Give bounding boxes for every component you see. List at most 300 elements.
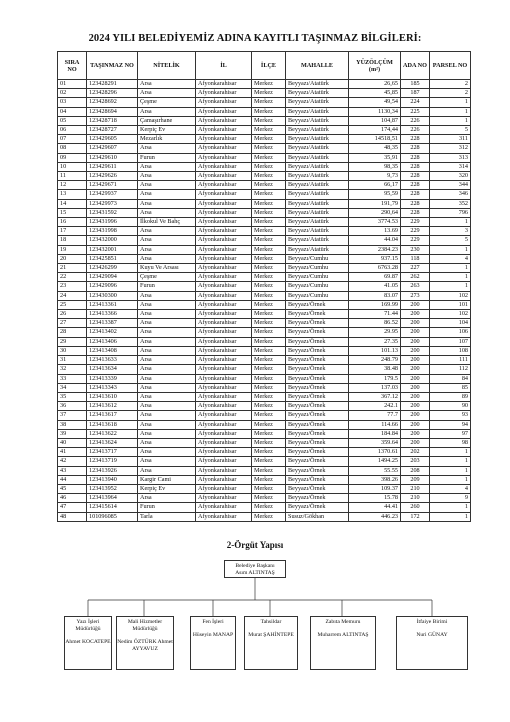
cell-ada-no: 210 — [401, 484, 430, 493]
cell-sira-no: 03 — [58, 98, 87, 107]
org-unit-tahsildar — [244, 616, 298, 670]
cell-ilce: Merkez — [252, 466, 286, 475]
cell-ilce: Merkez — [252, 310, 286, 319]
cell-ilce: Merkez — [252, 411, 286, 420]
cell-ada-no: 230 — [401, 245, 430, 254]
cell-ilce: Merkez — [252, 98, 286, 107]
cell-sira-no: 12 — [58, 181, 87, 190]
cell-sira-no: 13 — [58, 190, 87, 199]
cell-mahalle: Beyyazı/Örnek — [286, 503, 349, 512]
cell-nitelik: Arsa — [138, 227, 196, 236]
cell-parsel-no: 346 — [430, 190, 471, 199]
cell-parsel-no: 1 — [430, 503, 471, 512]
cell-parsel-no: 311 — [430, 135, 471, 144]
org-unit-name: Ahmet KOCATEPE — [65, 639, 111, 645]
cell-ilce: Merkez — [252, 116, 286, 125]
cell-sira-no: 32 — [58, 365, 87, 374]
cell-yuzolcum: 137.03 — [349, 383, 401, 392]
cell-parsel-no: 104 — [430, 319, 471, 328]
page-title: 2024 YILI BELEDİYEMİZ ADINA KAYITLI TAŞINMAZ BİLGİLERİ: — [88, 33, 422, 44]
cell-tasinmaz-no: 123413361 — [87, 300, 138, 309]
cell-parsel-no: 97 — [430, 429, 471, 438]
cell-yuzolcum: 86.52 — [349, 319, 401, 328]
cell-nitelik: Arsa — [138, 374, 196, 383]
cell-mahalle: Beyyazı/Örnek — [286, 420, 349, 429]
cell-ada-no: 228 — [401, 208, 430, 217]
cell-yuzolcum: 169.99 — [349, 300, 401, 309]
cell-nitelik: Kargir Cami — [138, 475, 196, 484]
cell-nitelik: Arsa — [138, 208, 196, 217]
cell-ada-no: 200 — [401, 374, 430, 383]
cell-il: Afyonkarahisar — [196, 420, 252, 429]
cell-sira-no: 34 — [58, 383, 87, 392]
cell-sira-no: 39 — [58, 429, 87, 438]
cell-parsel-no: 102 — [430, 310, 471, 319]
cell-ada-no: 203 — [401, 457, 430, 466]
cell-sira-no: 15 — [58, 208, 87, 217]
cell-sira-no: 41 — [58, 448, 87, 457]
col-header-parsel: PARSEL NO — [430, 52, 471, 80]
cell-il: Afyonkarahisar — [196, 107, 252, 116]
cell-tasinmaz-no: 123428694 — [87, 107, 138, 116]
cell-ilce: Merkez — [252, 254, 286, 263]
cell-tasinmaz-no: 123429605 — [87, 135, 138, 144]
cell-tasinmaz-no: 123428692 — [87, 98, 138, 107]
cell-ilce: Merkez — [252, 89, 286, 98]
cell-sira-no: 02 — [58, 89, 87, 98]
cell-ilce: Merkez — [252, 245, 286, 254]
cell-parsel-no: 1 — [430, 282, 471, 291]
cell-nitelik: Arsa — [138, 365, 196, 374]
cell-yuzolcum: 937.15 — [349, 254, 401, 263]
cell-nitelik: Kuyu Ve Arsası — [138, 264, 196, 273]
cell-yuzolcum: 27.35 — [349, 337, 401, 346]
cell-yuzolcum: 242.1 — [349, 402, 401, 411]
cell-sira-no: 10 — [58, 162, 87, 171]
cell-mahalle: Beyyazı/Atatürk — [286, 89, 349, 98]
cell-tasinmaz-no: 123413624 — [87, 438, 138, 447]
cell-ada-no: 200 — [401, 310, 430, 319]
org-root-box — [224, 560, 286, 578]
cell-yuzolcum: 48,35 — [349, 144, 401, 153]
cell-il: Afyonkarahisar — [196, 392, 252, 401]
cell-ada-no: 224 — [401, 98, 430, 107]
cell-mahalle: Beyyazı/Atatürk — [286, 153, 349, 162]
cell-ilce: Merkez — [252, 126, 286, 135]
cell-sira-no: 20 — [58, 254, 87, 263]
cell-nitelik: Arsa — [138, 236, 196, 245]
cell-ada-no: 226 — [401, 126, 430, 135]
cell-yuzolcum: 15.78 — [349, 494, 401, 503]
cell-sira-no: 36 — [58, 402, 87, 411]
cell-mahalle: Beyyazı/Örnek — [286, 392, 349, 401]
cell-ada-no: 200 — [401, 300, 430, 309]
cell-ilce: Merkez — [252, 392, 286, 401]
cell-parsel-no: 9 — [430, 494, 471, 503]
cell-nitelik: Arsa — [138, 80, 196, 89]
cell-mahalle: Beyyazı/Atatürk — [286, 227, 349, 236]
cell-yuzolcum: 1130,34 — [349, 107, 401, 116]
cell-ilce: Merkez — [252, 346, 286, 355]
cell-parsel-no: 313 — [430, 153, 471, 162]
cell-sira-no: 48 — [58, 512, 87, 521]
cell-ilce: Merkez — [252, 227, 286, 236]
cell-il: Afyonkarahisar — [196, 319, 252, 328]
cell-nitelik: Arsa — [138, 448, 196, 457]
cell-il: Afyonkarahisar — [196, 411, 252, 420]
cell-ada-no: 200 — [401, 328, 430, 337]
cell-nitelik: Arsa — [138, 429, 196, 438]
cell-yuzolcum: 44.41 — [349, 503, 401, 512]
cell-parsel-no: 1 — [430, 457, 471, 466]
cell-il: Afyonkarahisar — [196, 475, 252, 484]
org-unit-name: Murat ŞAHİNTEPE — [248, 632, 294, 638]
cell-sira-no: 23 — [58, 282, 87, 291]
cell-yuzolcum: 179.5 — [349, 374, 401, 383]
cell-il: Afyonkarahisar — [196, 429, 252, 438]
cell-il: Afyonkarahisar — [196, 245, 252, 254]
col-header-nitelik: NİTELİK — [138, 52, 196, 80]
cell-nitelik: Arsa — [138, 356, 196, 365]
cell-tasinmaz-no: 123429096 — [87, 282, 138, 291]
cell-nitelik: Kerpiç Ev — [138, 484, 196, 493]
cell-tasinmaz-no: 123432001 — [87, 245, 138, 254]
cell-ilce: Merkez — [252, 402, 286, 411]
cell-nitelik: Arsa — [138, 402, 196, 411]
cell-il: Afyonkarahisar — [196, 310, 252, 319]
cell-ilce: Merkez — [252, 484, 286, 493]
cell-nitelik: Çeşme — [138, 98, 196, 107]
cell-sira-no: 17 — [58, 227, 87, 236]
cell-ada-no: 228 — [401, 199, 430, 208]
cell-ada-no: 200 — [401, 346, 430, 355]
cell-sira-no: 29 — [58, 337, 87, 346]
cell-tasinmaz-no: 123413633 — [87, 356, 138, 365]
cell-parsel-no: 1 — [430, 98, 471, 107]
cell-nitelik: Arsa — [138, 420, 196, 429]
cell-parsel-no: 1 — [430, 273, 471, 282]
cell-nitelik: Arsa — [138, 190, 196, 199]
cell-sira-no: 42 — [58, 457, 87, 466]
cell-tasinmaz-no: 123432000 — [87, 236, 138, 245]
cell-il: Afyonkarahisar — [196, 466, 252, 475]
cell-mahalle: Beyyazı/Atatürk — [286, 172, 349, 181]
cell-mahalle: Beyyazı/Örnek — [286, 319, 349, 328]
cell-yuzolcum: 44.04 — [349, 236, 401, 245]
cell-tasinmaz-no: 123413717 — [87, 448, 138, 457]
cell-mahalle: Beyyazı/Örnek — [286, 429, 349, 438]
cell-mahalle: Beyyazı/Örnek — [286, 475, 349, 484]
cell-il: Afyonkarahisar — [196, 116, 252, 125]
cell-ilce: Merkez — [252, 319, 286, 328]
cell-sira-no: 38 — [58, 420, 87, 429]
cell-ada-no: 229 — [401, 236, 430, 245]
cell-ilce: Merkez — [252, 420, 286, 429]
cell-parsel-no: 1 — [430, 107, 471, 116]
cell-parsel-no: 108 — [430, 346, 471, 355]
cell-yuzolcum: 1370.61 — [349, 448, 401, 457]
org-unit-title: Tahsildar — [260, 619, 282, 625]
cell-sira-no: 24 — [58, 291, 87, 300]
cell-parsel-no: 314 — [430, 162, 471, 171]
cell-il: Afyonkarahisar — [196, 80, 252, 89]
cell-yuzolcum: 55.55 — [349, 466, 401, 475]
cell-ilce: Merkez — [252, 383, 286, 392]
cell-ada-no: 200 — [401, 402, 430, 411]
cell-mahalle: Beyyazı/Örnek — [286, 300, 349, 309]
cell-ada-no: 229 — [401, 218, 430, 227]
cell-mahalle: Beyyazı/Örnek — [286, 494, 349, 503]
cell-nitelik: Arsa — [138, 438, 196, 447]
cell-yuzolcum: 71.44 — [349, 310, 401, 319]
cell-parsel-no: 1 — [430, 466, 471, 475]
cell-ilce: Merkez — [252, 300, 286, 309]
cell-ada-no: 228 — [401, 172, 430, 181]
cell-nitelik: Arsa — [138, 328, 196, 337]
cell-ada-no: 187 — [401, 89, 430, 98]
cell-ada-no: 208 — [401, 466, 430, 475]
cell-nitelik: Arsa — [138, 245, 196, 254]
cell-nitelik: Furun — [138, 282, 196, 291]
cell-sira-no: 30 — [58, 346, 87, 355]
cell-tasinmaz-no: 123426299 — [87, 264, 138, 273]
cell-tasinmaz-no: 123413964 — [87, 494, 138, 503]
cell-ilce: Merkez — [252, 356, 286, 365]
org-unit-zabita — [310, 616, 376, 670]
cell-il: Afyonkarahisar — [196, 282, 252, 291]
cell-sira-no: 31 — [58, 356, 87, 365]
cell-il: Afyonkarahisar — [196, 144, 252, 153]
cell-ada-no: 273 — [401, 291, 430, 300]
cell-il: Afyonkarahisar — [196, 199, 252, 208]
cell-nitelik: Arsa — [138, 181, 196, 190]
cell-parsel-no: 1 — [430, 264, 471, 273]
cell-nitelik: Arsa — [138, 300, 196, 309]
org-unit-name: Hüseyin MANAP — [192, 632, 234, 638]
cell-parsel-no: 344 — [430, 181, 471, 190]
cell-mahalle: Beyyazı/Örnek — [286, 448, 349, 457]
cell-yuzolcum: 9,73 — [349, 172, 401, 181]
cell-il: Afyonkarahisar — [196, 135, 252, 144]
cell-sira-no: 26 — [58, 310, 87, 319]
cell-yuzolcum: 41.05 — [349, 282, 401, 291]
cell-nitelik: Tarla — [138, 512, 196, 521]
cell-yuzolcum: 290,64 — [349, 208, 401, 217]
cell-ada-no: 172 — [401, 512, 430, 521]
cell-yuzolcum: 49,54 — [349, 98, 401, 107]
cell-sira-no: 27 — [58, 319, 87, 328]
cell-parsel-no: 4 — [430, 484, 471, 493]
cell-mahalle: Beyyazı/Atatürk — [286, 245, 349, 254]
cell-nitelik: Arsa — [138, 144, 196, 153]
cell-mahalle: Beyyazı/Örnek — [286, 337, 349, 346]
cell-nitelik: Arsa — [138, 199, 196, 208]
cell-sira-no: 33 — [58, 374, 87, 383]
cell-yuzolcum: 104,87 — [349, 116, 401, 125]
cell-mahalle: Beyyazı/Atatürk — [286, 190, 349, 199]
cell-nitelik: Arsa — [138, 89, 196, 98]
cell-parsel-no: 2 — [430, 89, 471, 98]
cell-sira-no: 37 — [58, 411, 87, 420]
cell-mahalle: Beyyazı/Atatürk — [286, 98, 349, 107]
cell-ada-no: 118 — [401, 254, 430, 263]
cell-mahalle: Beyyazı/Atatürk — [286, 107, 349, 116]
cell-ada-no: 200 — [401, 438, 430, 447]
cell-mahalle: Beyyazı/Örnek — [286, 466, 349, 475]
cell-nitelik: İlkokul Ve Bahç — [138, 218, 196, 227]
cell-sira-no: 40 — [58, 438, 87, 447]
cell-nitelik: Arsa — [138, 337, 196, 346]
cell-mahalle: Beyyazı/Cumhu — [286, 264, 349, 273]
cell-parsel-no: 796 — [430, 208, 471, 217]
cell-yuzolcum: 6763.28 — [349, 264, 401, 273]
cell-ilce: Merkez — [252, 181, 286, 190]
cell-sira-no: 01 — [58, 80, 87, 89]
cell-ilce: Merkez — [252, 475, 286, 484]
cell-sira-no: 21 — [58, 264, 87, 273]
cell-il: Afyonkarahisar — [196, 374, 252, 383]
cell-nitelik: Furun — [138, 503, 196, 512]
cell-tasinmaz-no: 123425851 — [87, 254, 138, 263]
cell-ada-no: 228 — [401, 144, 430, 153]
cell-yuzolcum: 29.95 — [349, 328, 401, 337]
cell-il: Afyonkarahisar — [196, 356, 252, 365]
cell-sira-no: 43 — [58, 466, 87, 475]
cell-tasinmaz-no: 123430300 — [87, 291, 138, 300]
cell-mahalle: Beyyazı/Cumhu — [286, 273, 349, 282]
cell-tasinmaz-no: 123413610 — [87, 392, 138, 401]
col-header-ada: ADA NO — [401, 52, 430, 80]
cell-parsel-no: 106 — [430, 328, 471, 337]
cell-tasinmaz-no: 123413387 — [87, 319, 138, 328]
cell-tasinmaz-no: 123429626 — [87, 172, 138, 181]
cell-ilce: Merkez — [252, 337, 286, 346]
cell-parsel-no: 1 — [430, 245, 471, 254]
cell-yuzolcum: 398.26 — [349, 475, 401, 484]
cell-il: Afyonkarahisar — [196, 512, 252, 521]
cell-parsel-no: 112 — [430, 365, 471, 374]
cell-tasinmaz-no: 123428727 — [87, 126, 138, 135]
cell-ada-no: 200 — [401, 337, 430, 346]
cell-il: Afyonkarahisar — [196, 383, 252, 392]
cell-yuzolcum: 174,44 — [349, 126, 401, 135]
cell-mahalle: Beyyazı/Örnek — [286, 402, 349, 411]
cell-yuzolcum: 95,59 — [349, 190, 401, 199]
cell-tasinmaz-no: 101096085 — [87, 512, 138, 521]
cell-ilce: Merkez — [252, 236, 286, 245]
org-unit-name: Muharrem ALTINTAŞ — [317, 632, 369, 638]
cell-mahalle: Beyyazı/Cumhu — [286, 291, 349, 300]
cell-il: Afyonkarahisar — [196, 457, 252, 466]
cell-nitelik: Arsa — [138, 457, 196, 466]
cell-ilce: Merkez — [252, 503, 286, 512]
cell-nitelik: Çeşme — [138, 273, 196, 282]
cell-sira-no: 07 — [58, 135, 87, 144]
cell-ada-no: 263 — [401, 282, 430, 291]
cell-ada-no: 200 — [401, 319, 430, 328]
cell-parsel-no: 94 — [430, 420, 471, 429]
org-unit-title: Zabıta Memuru — [325, 619, 361, 625]
cell-ada-no: 200 — [401, 365, 430, 374]
cell-mahalle: Beyyazı/Örnek — [286, 310, 349, 319]
cell-mahalle: Susuz/Gökhan — [286, 512, 349, 521]
cell-ada-no: 209 — [401, 475, 430, 484]
cell-mahalle: Beyyazı/Örnek — [286, 365, 349, 374]
cell-parsel-no: 2 — [430, 80, 471, 89]
cell-mahalle: Beyyazı/Atatürk — [286, 181, 349, 190]
cell-ada-no: 228 — [401, 153, 430, 162]
cell-mahalle: Beyyazı/Atatürk — [286, 116, 349, 125]
cell-ilce: Merkez — [252, 199, 286, 208]
cell-nitelik: Arsa — [138, 346, 196, 355]
cell-yuzolcum: 101.13 — [349, 346, 401, 355]
cell-ada-no: 200 — [401, 429, 430, 438]
cell-parsel-no: 5 — [430, 236, 471, 245]
cell-mahalle: Beyyazı/Örnek — [286, 484, 349, 493]
cell-tasinmaz-no: 123413343 — [87, 383, 138, 392]
cell-parsel-no: 312 — [430, 144, 471, 153]
cell-il: Afyonkarahisar — [196, 273, 252, 282]
cell-yuzolcum: 248.79 — [349, 356, 401, 365]
cell-sira-no: 16 — [58, 218, 87, 227]
cell-yuzolcum: 66,17 — [349, 181, 401, 190]
cell-ada-no: 226 — [401, 116, 430, 125]
cell-ada-no: 228 — [401, 181, 430, 190]
cell-mahalle: Beyyazı/Cumhu — [286, 254, 349, 263]
cell-mahalle: Beyyazı/Atatürk — [286, 80, 349, 89]
cell-tasinmaz-no: 123413612 — [87, 402, 138, 411]
cell-tasinmaz-no: 123413952 — [87, 484, 138, 493]
cell-nitelik: Arsa — [138, 310, 196, 319]
cell-ada-no: 227 — [401, 264, 430, 273]
cell-tasinmaz-no: 123429937 — [87, 190, 138, 199]
cell-mahalle: Beyyazı/Atatürk — [286, 135, 349, 144]
org-unit-name: Nedim ÖZTÜRK Ahmet AYYAVUZ — [117, 639, 173, 652]
cell-parsel-no: 84 — [430, 374, 471, 383]
cell-nitelik: Kerpiç Ev — [138, 126, 196, 135]
cell-parsel-no: 5 — [430, 126, 471, 135]
col-header-sira: SIRA NO — [58, 52, 87, 80]
cell-tasinmaz-no: 123413622 — [87, 429, 138, 438]
cell-nitelik: Arsa — [138, 162, 196, 171]
cell-sira-no: 14 — [58, 199, 87, 208]
cell-mahalle: Beyyazı/Örnek — [286, 328, 349, 337]
org-root-title: Belediye Başkanı — [235, 563, 275, 569]
cell-ilce: Merkez — [252, 218, 286, 227]
col-header-il: İL — [196, 52, 252, 80]
cell-ilce: Merkez — [252, 512, 286, 521]
cell-sira-no: 45 — [58, 484, 87, 493]
cell-nitelik: Arsa — [138, 254, 196, 263]
cell-tasinmaz-no: 123429611 — [87, 162, 138, 171]
cell-tasinmaz-no: 123413402 — [87, 328, 138, 337]
cell-tasinmaz-no: 123428296 — [87, 89, 138, 98]
cell-ilce: Merkez — [252, 282, 286, 291]
org-unit-name: Nuri GÜNAY — [416, 632, 448, 638]
cell-tasinmaz-no: 123413940 — [87, 475, 138, 484]
cell-yuzolcum: 26,65 — [349, 80, 401, 89]
col-header-ilce: İLÇE — [252, 52, 286, 80]
cell-parsel-no: 85 — [430, 383, 471, 392]
cell-ada-no: 200 — [401, 383, 430, 392]
cell-mahalle: Beyyazı/Örnek — [286, 346, 349, 355]
org-root-name: Asım ALTINTAŞ — [235, 570, 275, 576]
cell-parsel-no: 111 — [430, 356, 471, 365]
cell-sira-no: 25 — [58, 300, 87, 309]
cell-parsel-no: 3 — [430, 227, 471, 236]
cell-yuzolcum: 114.66 — [349, 420, 401, 429]
cell-ada-no: 200 — [401, 411, 430, 420]
